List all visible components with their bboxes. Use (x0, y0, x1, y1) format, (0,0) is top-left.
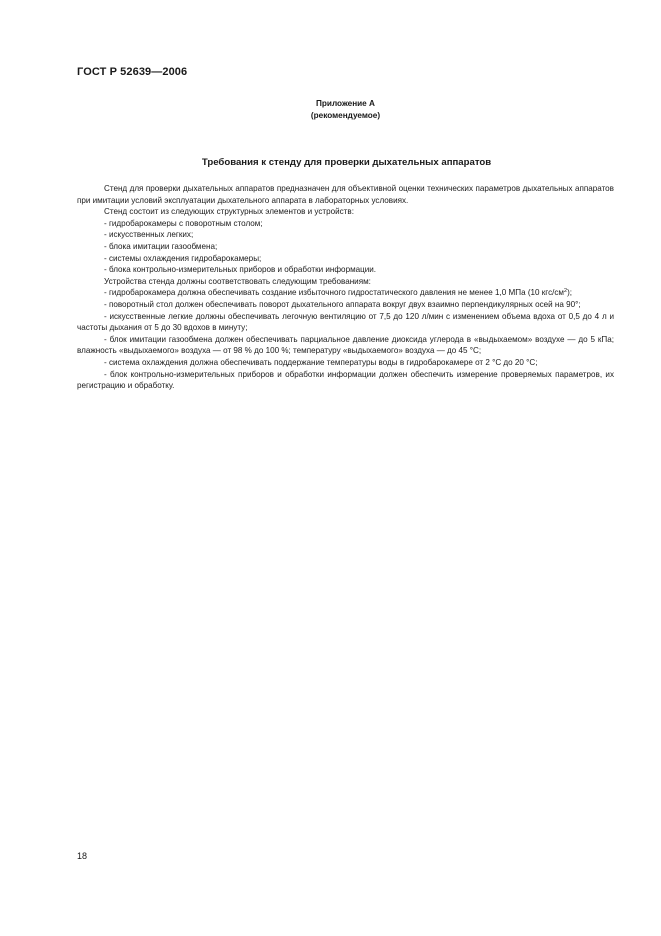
appendix-label: Приложение А (316, 99, 375, 108)
superscript: 2 (564, 288, 568, 295)
requirement-item: - блок контрольно-измерительных приборов и обработки информации должен обеспечить измерение проверяемых параметров, их регистрацию и обработку. (77, 369, 614, 391)
body-text (77, 183, 614, 392)
requirement-item: - блок имитации газообмена должен обеспечивать парциальное давление диоксида углерода в «выдыхаемом» воздухе — до 5 кПа; влажность «выдыхаемого» воздуха — от 98 % до 100 %; температуру «выдыхаемого» воздуха — до 45 °С; (77, 334, 614, 356)
list-item: - гидробарокамеры с поворотным столом; (104, 218, 263, 228)
paragraph-requirements: Устройства стенда должны соответствовать следующим требованиям: (104, 276, 371, 286)
page-number: 18 (77, 851, 88, 861)
paragraph-purpose: Стенд для проверки дыхательных аппаратов предназначен для объективной оценки технических параметров дыхательных аппаратов при имитации условий эксплуатации дыхательного аппарата в лабораторных условиях. (77, 184, 614, 205)
requirement-item (77, 287, 614, 299)
appendix-heading (0, 98, 661, 121)
paragraph-composition: Стенд состоит из следующих структурных элементов и устройств: (104, 207, 354, 217)
requirement-item: - поворотный стол должен обеспечивать поворот дыхательного аппарата вокруг двух взаимно перпендикулярных осей на 90°; (104, 299, 581, 309)
requirement-item: - система охлаждения должна обеспечивать поддержание температуры воды в гидробарокамере от 2 °С до 20 °С; (104, 357, 538, 367)
requirement-text-end: ); (567, 288, 573, 298)
section-title: Требования к стенду для проверки дыхательных аппаратов (201, 157, 492, 168)
document-code: ГОСТ Р 52639—2006 (77, 66, 188, 78)
list-item: - искусственных легких; (104, 230, 194, 240)
requirement-text: - гидробарокамера должна обеспечивать создание избыточного гидростатического давления не менее 1,0 МПа (10 кгс/см (104, 288, 564, 298)
list-item: - блока контрольно-измерительных приборов и обработки информации. (104, 265, 377, 275)
list-item: - системы охлаждения гидробарокамеры; (104, 253, 262, 263)
list-item: - блока имитации газообмена; (104, 241, 218, 251)
appendix-status: (рекомендуемое) (310, 110, 381, 120)
requirement-item: - искусственные легкие должны обеспечивать легочную вентиляцию от 7,5 до 120 л/мин с изменением объема вдоха от 0,5 до 4 л и частоты дыхания от 5 до 30 вдохов в минуту; (77, 311, 614, 333)
